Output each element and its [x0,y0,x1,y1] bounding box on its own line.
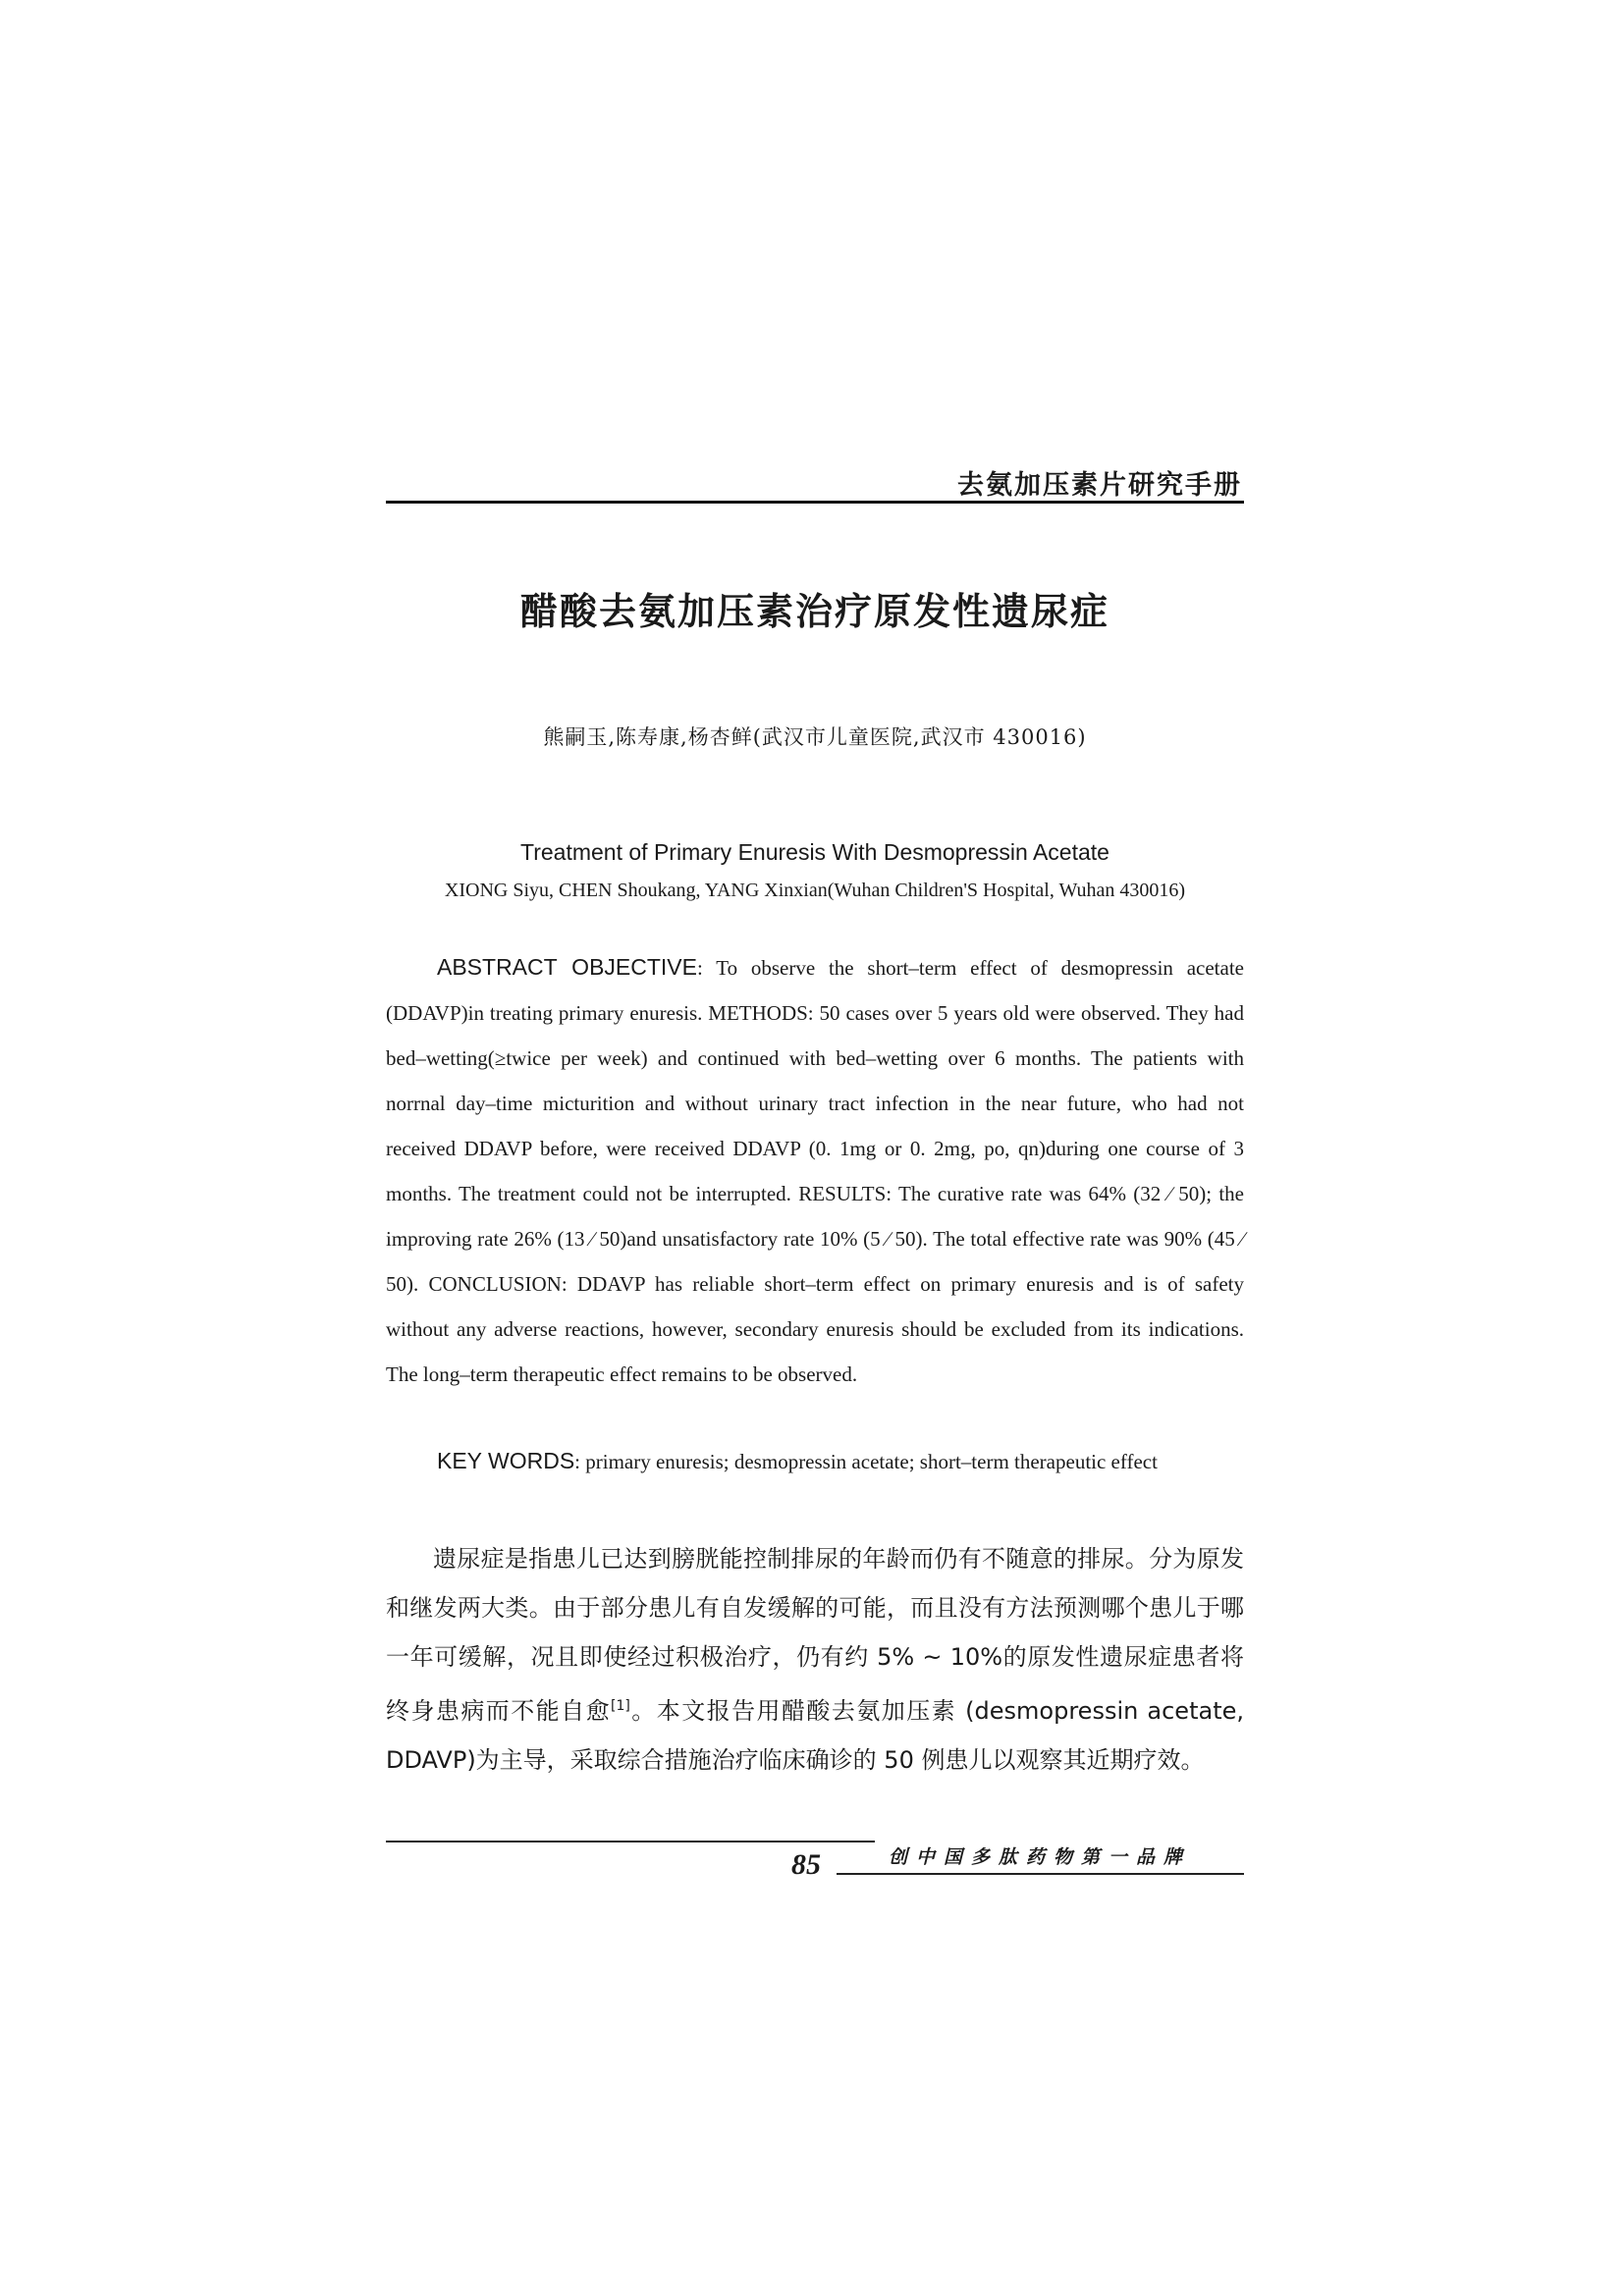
body-paragraph [386,1534,1244,1785]
header-rule [386,501,1244,504]
authors-cn: 熊嗣玉,陈寿康,杨杏鲜(武汉市儿童医院,武汉市 430016) [543,725,1087,749]
body-text-2: 。本文报告用醋酸去氨加压素 (desmopressin acetate, DDAVP)为主导，采取综合措施治疗临床确诊的 50 例患儿以观察其近期疗效。 [386,1697,1244,1774]
body-text-1: 遗尿症是指患儿已达到膀胱能控制排尿的年龄而仍有不随意的排尿。分为原发和继发两大类。由于部分患儿有自发缓解的可能，而且没有方法预测哪个患儿于哪一年可缓解，况且即使经过积极治疗，仍有约 5% ~ 10%的原发性遗尿症患者将终身患病而不能自愈 [386,1545,1244,1725]
authors-en: XIONG Siyu, CHEN Shoukang, YANG Xinxian(Wuhan Children'S Hospital, Wuhan 430016) [444,880,1186,901]
footer-rule-right [837,1873,1244,1875]
keywords-text: : primary enuresis; desmopressin acetate; short–term therapeutic effect [574,1450,1158,1473]
footer-rule-left [386,1841,875,1842]
article-title-cn: 醋酸去氨加压素治疗原发性遗尿症 [519,590,1109,633]
abstract-label: ABSTRACT OBJECTIVE [437,954,697,980]
abstract-text: : To observe the short–term effect of desmopressin acetate (DDAVP)in treating primary enuresis. METHODS: 50 cases over 5 years old were observed. They had bed–wetting(≥twice per week) and continued with bed–wetting over 6 months. The patients with norrnal day–time micturition and without urinary tract infection in the near future, who had not received DDAVP before, were received DDAVP (0. 1mg or 0. 2mg, po, qn)during one course of 3 months. The treatment could not be interrupted. RESULTS: The curative rate was 64% (32 ∕ 50); the improving rate 26% (13 ∕ 50)and unsatisfactory rate 10% (5 ∕ 50). The total effective rate was 90% (45 ∕ 50). CONCLUSION: DDAVP has reliable short–term effect on primary enuresis and is of safety without any adverse reactions, however, secondary enuresis should be excluded from its indications. The long–term therapeutic effect remains to be observed. [386,956,1244,1386]
abstract [386,944,1244,1397]
page-number: 85 [791,1848,821,1881]
reference-marker: [1] [611,1698,630,1714]
running-head: 去氨加压素片研究手册 [957,470,1242,501]
article-title-en: Treatment of Primary Enuresis With Desmopressin Acetate [520,839,1109,865]
keywords [386,1448,1244,1474]
footer-slogan: 创中国多肽药物第一品牌 [889,1846,1192,1868]
keywords-label: KEY WORDS [437,1448,575,1473]
